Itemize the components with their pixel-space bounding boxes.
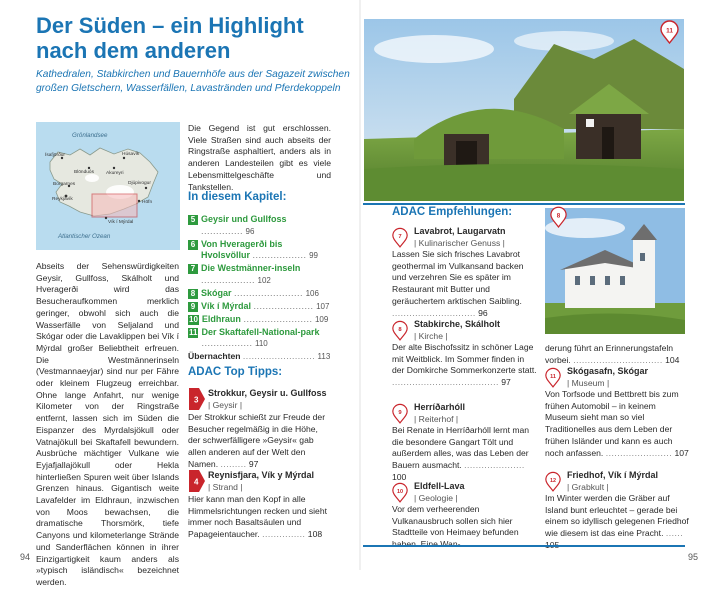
chapter-heading: In diesem Kapitel: [188,191,287,203]
rec-description: derung führt an Erinnerungstafeln vorbei. [545,343,674,365]
tip-category: | Geysir | [208,399,243,410]
location-pin-icon [392,228,408,249]
recommendation-item [392,226,538,319]
chapter-number-badge: 10 [189,314,198,324]
tip-title-text: Strokkur, Geysir u. Gullfoss [208,388,327,398]
city-label: Reykjavík [52,197,73,202]
chapter-item[interactable] [188,327,331,350]
rec-number: 12 [549,478,557,485]
section-rule [363,203,685,205]
chapter-page: 102 [257,275,271,285]
chapter-number-badge: 8 [188,289,198,299]
photo-badge-number: 8 [556,212,561,220]
chapter-item[interactable] [188,239,331,262]
rec-title: Friedhof, Vík í Mýrdal [567,470,659,480]
recommendation-item [545,470,691,552]
tip-page: 108 [307,529,323,540]
city-label: Akureyri [106,171,124,176]
chapter-number-badge: 9 [188,302,198,312]
tip-page: 97 [248,458,259,469]
location-pin-icon [392,483,408,504]
leader-dots: ....................... [605,447,673,458]
city-label: Djúpivogur [128,181,151,186]
location-pin-icon [660,22,679,44]
leader-dots: .................... [253,300,314,311]
photo-badge-number: 11 [666,27,673,35]
recommendation-item [392,319,538,389]
page-subtitle: Kathedralen, Stabkirchen und Bauernhöfe aus der Sagazeit zwischen großen Gletschern, Wasserfällen, Lavastränden und Pferdekoppeln [36,69,350,94]
rec-page: 100 [392,471,407,482]
city-dot [123,157,125,159]
rec-description: Der alte Bischofssitz in schöner Lage mit Weitblick. Im Sommer finden in der Domkirche Sommerkonzerte statt. [392,342,537,376]
rec-page: 104 [665,354,680,365]
chapter-item-overnight[interactable] [188,351,331,363]
chapter-page: 99 [309,251,318,260]
city-dot [105,217,107,219]
recommendation-item [392,402,538,484]
rec-page: 107 [674,447,689,458]
rec-number: 11 [550,374,556,381]
rec-title: Herríðarhóll [414,402,466,412]
tip-number: 3 [194,395,199,405]
leader-dots: .................. [252,250,307,260]
intro-text-column-2: Die Gegend ist gut erschlossen. Viele Straßen sind auch abseits der Ringstraße asphaltiert, anders als in anderen Landesteilen gibt es viele Lebensmittelgeschäfte und Tankstellen. [188,123,331,192]
chapter-page: 107 [316,301,330,311]
location-pin-icon [392,321,408,342]
location-pin-icon [545,368,561,389]
chapter-name: Vík í Mýrdal [201,300,252,311]
leader-dots: ............... [262,529,306,540]
chapter-page: 109 [314,314,329,324]
section-rule-bottom [363,545,685,547]
leader-dots: .................. [201,274,256,285]
chapter-name: Geysir und Gullfoss [201,214,287,224]
city-label: Blönduós [74,170,95,175]
city-label: Höfn [142,200,153,205]
location-pin-icon [545,472,561,493]
leader-dots: ......................... [242,351,316,361]
chapter-name: Eldhraun [201,313,241,324]
rec-description: Vor dem verheerenden Vulkanausbruch sollen sich hier Stadtteile von Heimaey befunden [392,504,519,538]
chapter-list [188,214,331,364]
city-dot [138,200,140,202]
top-tip [188,470,331,541]
red-arrow-badge-icon [189,388,205,410]
chapter-item[interactable] [188,214,331,237]
location-pin-icon [392,404,408,425]
rec-description: Bei Renate in Herríðarhóll lernt man die besondere Gangart Tölt und außerdem alles, was das Leben der Bauern ausmacht. [392,425,530,471]
page-number-left: 94 [20,552,31,562]
city-dot [113,167,115,169]
chapter-page: 106 [305,288,319,298]
rec-category: | Reiterhof | [414,413,459,424]
chapter-name: Von Hveragerði bis Hvolsvöllur [201,238,283,260]
location-pin-icon [550,208,567,228]
region-highlight-south [92,194,137,217]
rec-category: | Kulinarischer Genuss | [414,237,505,248]
chapter-page: 96 [245,226,255,236]
chapter-name: Der Skaftafell-National-park [201,326,320,337]
city-label: Borgarnes [53,182,76,187]
tip-number: 4 [194,477,199,487]
top-tips-heading: ADAC Top Tipps: [188,366,283,378]
chapter-name: Die Westmänner-inseln [201,263,301,273]
rec-title: Skógasafn, Skógar [567,366,649,376]
city-label: Húsavík [122,152,140,157]
turf-houses-photo [364,19,684,201]
tip-description: Der Strokkur schießt zur Freude der Besucher regelmäßig in die Höhe, der schwerfälligere »Geysir« gab allen anderen auf der Welt den Namen. [188,412,326,469]
map-label-sea-north: Grönlandsee [72,132,108,139]
chapter-item[interactable] [188,263,331,286]
page-gutter [359,0,361,570]
chapter-page: 110 [255,339,268,348]
chapter-item[interactable] [188,314,331,326]
chapter-number-badge: 6 [188,240,198,250]
page-title: Der Süden – ein Highlight nach dem anderen [36,13,304,63]
leader-dots: ......... [220,458,247,469]
rec-number: 10 [396,489,404,496]
rec-description: Von Torfsode und Bettbrett bis zum frühen Automobil – in keinem Museum sieht man so viel Traditionelles aus dem Leben der frühen Isländer und kann es auch noch anfassen. [545,389,679,458]
leader-dots: ....................... [243,313,313,324]
recommendation-continuation [545,343,691,366]
leader-dots: ...... [665,528,684,539]
rec-description: Lassen Sie sich frisches Lavabrot geothermal im Vulkansand backen und verzehren Sie es später im Restaurant mit Butter und geräuchertem arktischen Saibling. [392,249,524,306]
rec-page: 96 [478,307,488,318]
chapter-number-badge: 7 [188,264,198,274]
tip-title-text: Reynisfjara, Vík y Mýrdal [208,470,315,480]
city-label: Ísafjörður [45,153,65,158]
tip-category: | Strand | [208,481,243,492]
leader-dots: ............................. [392,307,476,318]
top-tip [188,388,331,471]
chapter-number-badge: 5 [188,215,198,225]
rec-category: | Geologie | [414,492,458,503]
tip-description: Hier kann man den Kopf in alle Himmelsrichtungen recken und sieht immer noch Basaltsäulen und Papageientaucher. [188,494,327,540]
chapter-name: Skógar [201,287,232,298]
page-number-right: 95 [688,552,699,562]
red-arrow-badge-icon [189,470,205,492]
chapter-name: Übernachten [188,351,241,361]
city-dot [88,167,90,169]
rec-title: Eldfell-Lava [414,481,465,491]
rec-number: 8 [398,327,402,334]
recommendation-item [545,366,691,459]
recommendations-heading: ADAC Empfehlungen: [392,206,513,218]
leader-dots: ..................................... [392,377,499,388]
recommendation-item [392,481,538,551]
iceland-locator-map [36,122,180,250]
rec-category: | Grabkult | [567,481,609,492]
rec-title: Lavabrot, Laugarvatn [414,226,506,236]
rec-description: Im Winter werden die Gräber auf Island bunt erleuchtet – gerade bei einem so idyllisch gelegenen Friedhof wie diesem ist das eine Pracht. [545,493,689,539]
leader-dots: ............................... [573,354,663,365]
chapter-item[interactable] [188,301,331,313]
chapter-page: 113 [317,352,331,361]
map-label-sea-south: Atlantischer Ozean [58,233,111,240]
rec-title: Stabkirche, Skálholt [414,319,501,329]
leader-dots: ....................... [234,287,304,298]
chapter-item[interactable] [188,288,331,300]
rec-number: 9 [398,410,402,417]
city-label: Vík í Mýrdal [108,220,134,225]
rec-category: | Kirche | [414,330,448,341]
intro-text-column-1: Abseits der Sehenswürdigkeiten Geysir, Gullfoss, Skálholt und Hveragerði wird das Besucheraufkommen merklich geringer, obwohl sich auch die Wasserfälle von Seljaland und Skógar oder die Lavaklippen bei Vík í Mýrdal großer Beliebtheit erfreuen. Die Westmännerinseln (Vestmannaeyjar) sind nur per Fähre oder kleinem Flugzeug erreichbar. Ohne lange Anfahrt, nur wenige Kilometer von der Ringstraße entfernt, lassen sich im Süden die Eispanzer des Myrdalsjökull oder Vatnajökull bei Skaftafell bewundern. Ausbrüche mächtiger Vulkane wie Eyjafjallajökull oder Hekla hinterließen Spuren weit über Islands Grenzen hinaus. Gigantisch weite Lavafelder im Eldhraun, inzwischen von Moos bewachsen, die dramatische Thorsmörk, tiefe Canyons und kilometerlange Strände und Sanderflächen können in ihrer Einzigartigkeit kaum anders als »typisch isländisch« bezeichnet werden. [36,261,179,587]
glacier-langjokull [85,174,99,182]
leader-dots: ................. [201,338,253,348]
leader-dots: .............. [201,225,244,236]
rec-number: 7 [398,234,402,241]
city-dot [145,187,147,189]
rec-page: 97 [501,377,511,388]
leader-dots: ..................... [464,460,525,471]
rec-category: | Museum | [567,377,610,388]
chapter-number-badge: 11 [189,327,198,337]
